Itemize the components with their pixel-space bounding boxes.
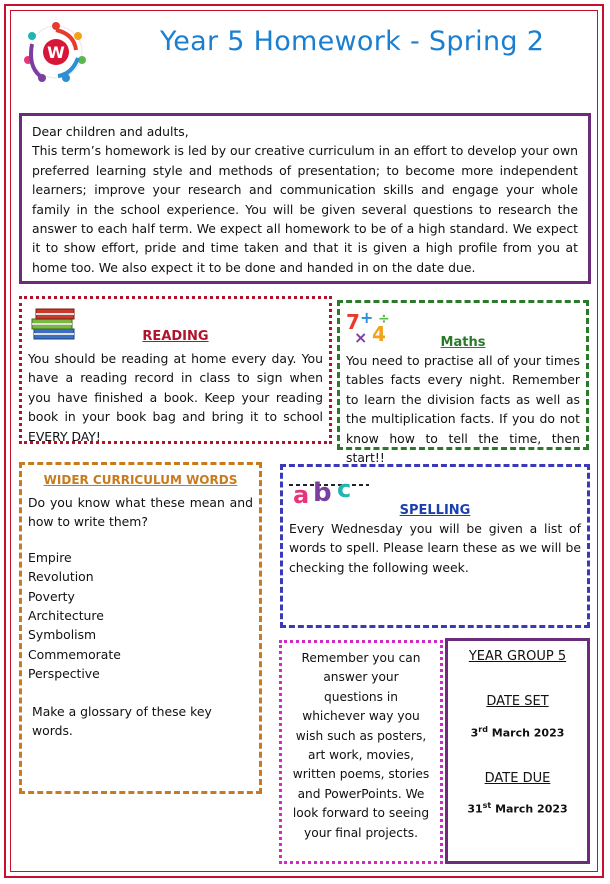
spelling-heading: SPELLING	[399, 503, 471, 518]
date-set-label: DATE SET	[486, 694, 549, 710]
maths-box	[337, 300, 589, 466]
reading-box	[19, 296, 332, 444]
page-title: Year 5 Homework - Spring 2	[160, 26, 545, 57]
maths-body: You need to practise all of your times tables facts every night. Remember to learn the division facts as well as the multiplication facts. If you do not know how to tell the time, then start!!	[346, 353, 580, 466]
maths-heading: Maths	[440, 335, 486, 350]
svg-text:b: b	[313, 478, 332, 507]
intro-box	[19, 113, 591, 284]
svg-text:c: c	[337, 475, 352, 503]
svg-text:7: 7	[346, 310, 360, 334]
school-logo	[18, 20, 94, 84]
key-word: Empire	[28, 549, 72, 565]
year-group-label: YEAR GROUP 5	[468, 649, 567, 664]
svg-text:+: +	[360, 308, 374, 327]
svg-text:a: a	[293, 481, 310, 507]
key-word: Architecture	[28, 608, 104, 624]
key-word: Commemorate	[28, 646, 121, 662]
spelling-body: Every Wednesday you will be given a list of words to spell. Please learn these as we will be checking the following week.	[289, 521, 581, 575]
date-set-value: 3rd March 2023	[470, 724, 565, 740]
remember-body: Remember you can answer your questions in whichever way you wish such as posters, art work, movies, written poems, stories and PowerPoints. We look forward to seeing your final projects.	[292, 651, 430, 840]
svg-text:×: ×	[354, 328, 368, 347]
wider-instruction: Make a glossary of these key words.	[32, 703, 212, 739]
wider-curriculum-box	[19, 462, 262, 794]
logo-letter: W	[47, 43, 65, 62]
date-due-label: DATE DUE	[484, 770, 551, 786]
key-word: Poverty	[28, 588, 75, 604]
reading-body: You should be reading at home every day. You have a reading record in class to sign when you have finished a book. Keep your reading book in your book bag and bring it to school EVERY DAY!	[28, 351, 323, 444]
reading-heading: READING	[142, 329, 209, 344]
key-word: Revolution	[28, 569, 94, 585]
spelling-box	[280, 464, 590, 628]
key-word: Symbolism	[28, 627, 97, 643]
remember-box	[279, 640, 443, 864]
wider-heading: WIDER CURRICULUM WORDS	[43, 473, 238, 487]
svg-text:4: 4	[372, 322, 386, 346]
intro-greeting: Dear children and adults,	[32, 124, 189, 139]
intro-body: This term’s homework is led by our creative curriculum in an effort to develop your own preferred learning style and methods of presentation; to become more independent learners; improve your research and communication skills and engage your whole family in the school experience. You will be given several questions to research the answer to each half term. We expect all homework to be of a high standard. We expect it to show effort, pride and time taken and that it is given a high profile from you at home too. We also expect it to be done and handed in on the date due.	[32, 143, 578, 275]
date-due-value: 31st March 2023	[467, 801, 568, 816]
key-word: Perspective	[28, 666, 100, 682]
svg-text:÷: ÷	[378, 311, 390, 327]
wider-question: Do you know what these mean and how to write them?	[28, 495, 253, 530]
key-words-list	[28, 548, 253, 684]
year-group-box	[445, 638, 590, 864]
